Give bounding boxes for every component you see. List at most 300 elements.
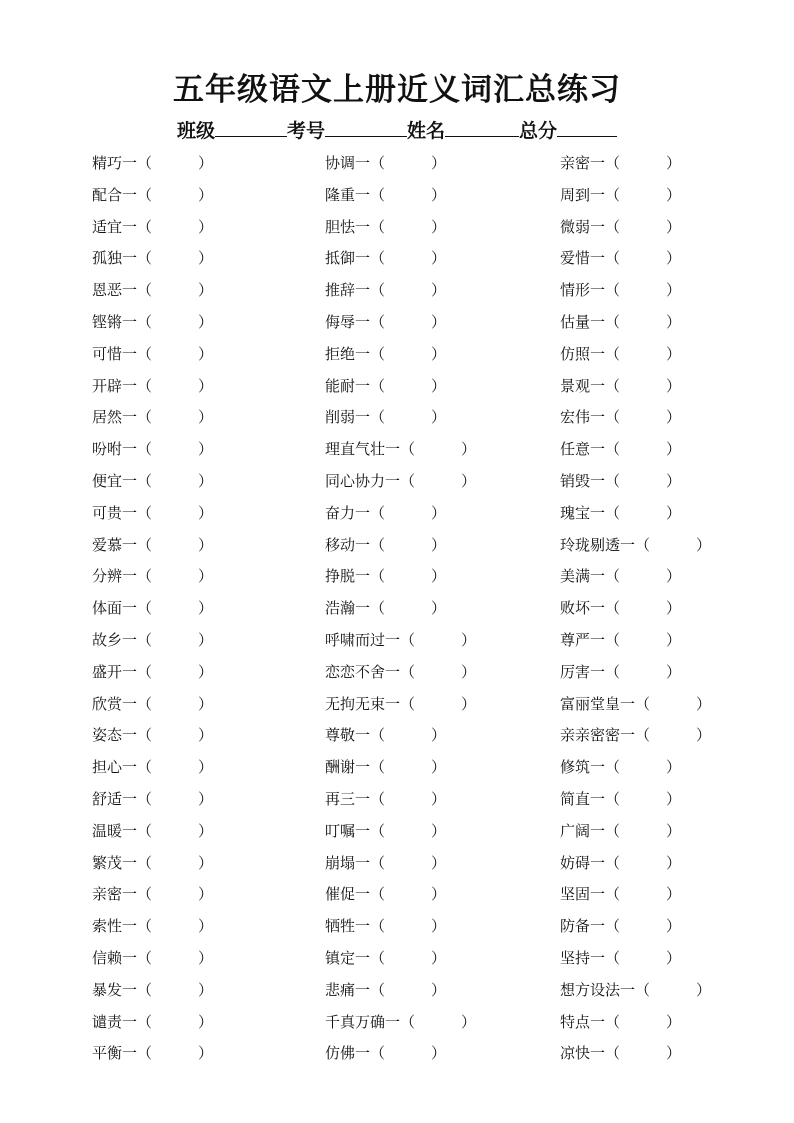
open-paren: （ (137, 471, 153, 490)
class-blank[interactable] (215, 118, 287, 137)
dash: 一 (122, 154, 138, 172)
dash: 一 (355, 567, 371, 586)
close-paren: ） (198, 1012, 214, 1031)
synonym-item (325, 371, 555, 403)
dash: 一 (355, 281, 371, 300)
open-paren: （ (137, 1044, 153, 1063)
word-text: 谴责 (92, 1012, 123, 1031)
close-paren: ） (431, 312, 447, 331)
dash: 一 (355, 917, 371, 936)
open-paren: （ (137, 567, 153, 586)
open-paren: （ (137, 789, 153, 808)
dash: 一 (355, 217, 371, 236)
open-paren: （ (370, 217, 386, 236)
synonym-item (325, 879, 555, 911)
open-paren: （ (605, 281, 621, 300)
synonym-item (560, 720, 790, 752)
word-text: 简直 (560, 789, 591, 808)
open-paren: （ (137, 1012, 153, 1031)
word-text: 适宜 (92, 217, 123, 236)
synonym-item (325, 243, 555, 275)
word-text: 镇定 (325, 948, 356, 967)
word-text: 想方设法 (560, 980, 621, 999)
dash: 一 (122, 726, 138, 745)
synonym-item (560, 625, 790, 657)
close-paren: ） (666, 440, 682, 459)
dash: 一 (590, 249, 606, 268)
open-paren: （ (370, 948, 386, 967)
word-text: 舒适 (92, 789, 123, 808)
open-paren: （ (370, 376, 386, 395)
close-paren: ） (666, 1044, 682, 1063)
word-text: 姿态 (92, 726, 123, 745)
synonym-item (92, 498, 322, 530)
close-paren: ） (431, 567, 447, 586)
open-paren: （ (370, 281, 386, 300)
dash: 一 (385, 440, 401, 459)
open-paren: （ (370, 567, 386, 586)
synonym-item (92, 975, 322, 1007)
synonym-item (560, 307, 790, 339)
dash: 一 (590, 217, 606, 236)
synonym-item (325, 1007, 555, 1039)
word-text: 便宜 (92, 471, 123, 490)
word-text: 坚持 (560, 948, 591, 967)
dash: 一 (355, 154, 371, 172)
close-paren: ） (431, 917, 447, 936)
word-text: 担心 (92, 758, 123, 777)
open-paren: （ (605, 948, 621, 967)
close-paren: ） (198, 154, 214, 172)
word-text: 再三 (325, 789, 356, 808)
open-paren: （ (137, 662, 153, 681)
close-paren: ） (666, 471, 682, 490)
close-paren: ） (198, 789, 214, 808)
dash: 一 (355, 376, 371, 395)
close-paren: ） (666, 821, 682, 840)
synonym-item (325, 657, 555, 689)
dash: 一 (590, 376, 606, 395)
synonym-item (325, 530, 555, 562)
word-text: 分辨 (92, 567, 123, 586)
synonym-item (560, 911, 790, 943)
close-paren: ） (461, 440, 477, 459)
open-paren: （ (605, 853, 621, 872)
open-paren: （ (605, 1044, 621, 1063)
word-text: 仿照 (560, 344, 591, 363)
dash: 一 (355, 185, 371, 204)
open-paren: （ (605, 376, 621, 395)
close-paren: ） (666, 344, 682, 363)
word-text: 广阔 (560, 821, 591, 840)
word-text: 妨碍 (560, 853, 591, 872)
word-text: 亲亲密密 (560, 726, 621, 745)
word-text: 牺牲 (325, 917, 356, 936)
open-paren: （ (370, 312, 386, 331)
open-paren: （ (137, 503, 153, 522)
close-paren: ） (666, 567, 682, 586)
close-paren: ） (666, 789, 682, 808)
word-text: 奋力 (325, 503, 356, 522)
open-paren: （ (400, 630, 416, 649)
word-text: 信赖 (92, 948, 123, 967)
word-text: 浩瀚 (325, 599, 356, 618)
close-paren: ） (198, 630, 214, 649)
dash: 一 (355, 758, 371, 777)
dash: 一 (122, 948, 138, 967)
dash: 一 (590, 185, 606, 204)
synonym-item (92, 689, 322, 721)
open-paren: （ (137, 154, 153, 172)
dash: 一 (355, 408, 371, 427)
open-paren: （ (137, 853, 153, 872)
close-paren: ） (666, 503, 682, 522)
dash: 一 (122, 1044, 138, 1063)
synonym-item (92, 180, 322, 212)
synonym-item (92, 339, 322, 371)
synonym-item (92, 243, 322, 275)
dash: 一 (122, 249, 138, 268)
word-text: 玲珑剔透 (560, 535, 621, 554)
dash: 一 (122, 662, 138, 681)
total-score-label: 总分 (519, 120, 558, 142)
exam-number-label: 考号 (286, 120, 325, 142)
dash: 一 (122, 789, 138, 808)
synonym-item (560, 689, 790, 721)
close-paren: ） (198, 440, 214, 459)
dash: 一 (122, 885, 138, 904)
synonym-item (92, 530, 322, 562)
word-text: 配合 (92, 185, 123, 204)
dash: 一 (355, 853, 371, 872)
dash: 一 (590, 917, 606, 936)
open-paren: （ (605, 917, 621, 936)
word-text: 削弱 (325, 408, 356, 427)
synonym-item (325, 434, 555, 466)
dash: 一 (355, 249, 371, 268)
dash: 一 (122, 471, 138, 490)
open-paren: （ (400, 1012, 416, 1031)
synonym-item (92, 402, 322, 434)
open-paren: （ (137, 599, 153, 618)
synonym-item (325, 339, 555, 371)
dash: 一 (590, 853, 606, 872)
synonym-item (560, 402, 790, 434)
dash: 一 (122, 217, 138, 236)
word-text: 周到 (560, 185, 591, 204)
close-paren: ） (666, 948, 682, 967)
dash: 一 (590, 599, 606, 618)
synonym-item (325, 561, 555, 593)
synonym-item (92, 625, 322, 657)
synonym-item (325, 498, 555, 530)
dash: 一 (122, 630, 138, 649)
word-text: 微弱 (560, 217, 591, 236)
word-text: 精巧 (92, 154, 123, 172)
close-paren: ） (666, 917, 682, 936)
synonym-item (92, 752, 322, 784)
dash: 一 (122, 281, 138, 300)
open-paren: （ (605, 599, 621, 618)
word-text: 索性 (92, 917, 123, 936)
open-paren: （ (605, 185, 621, 204)
synonym-item (560, 275, 790, 307)
word-text: 情形 (560, 281, 591, 300)
close-paren: ） (666, 1012, 682, 1031)
close-paren: ） (198, 376, 214, 395)
open-paren: （ (137, 217, 153, 236)
open-paren: （ (635, 535, 651, 554)
word-text: 隆重 (325, 185, 356, 204)
open-paren: （ (370, 185, 386, 204)
synonym-item (325, 593, 555, 625)
dash: 一 (590, 440, 606, 459)
synonym-item (92, 212, 322, 244)
name-blank[interactable] (445, 118, 519, 137)
word-text: 悲痛 (325, 980, 356, 999)
dash: 一 (385, 662, 401, 681)
open-paren: （ (400, 694, 416, 713)
open-paren: （ (605, 567, 621, 586)
close-paren: ） (198, 1044, 214, 1063)
synonym-item (92, 657, 322, 689)
open-paren: （ (137, 281, 153, 300)
synonym-item (92, 307, 322, 339)
close-paren: ） (461, 630, 477, 649)
close-paren: ） (198, 312, 214, 331)
word-text: 任意 (560, 440, 591, 459)
open-paren: （ (370, 503, 386, 522)
open-paren: （ (137, 185, 153, 204)
close-paren: ） (461, 471, 477, 490)
synonym-item (325, 466, 555, 498)
open-paren: （ (137, 885, 153, 904)
synonym-item (325, 148, 555, 180)
synonym-item (560, 752, 790, 784)
dash: 一 (620, 980, 636, 999)
synonym-item (92, 1038, 322, 1070)
synonym-item (560, 466, 790, 498)
synonym-item (560, 1038, 790, 1070)
word-text: 能耐 (325, 376, 356, 395)
synonym-item (325, 911, 555, 943)
dash: 一 (590, 630, 606, 649)
open-paren: （ (635, 980, 651, 999)
dash: 一 (355, 535, 371, 554)
open-paren: （ (635, 726, 651, 745)
close-paren: ） (198, 758, 214, 777)
open-paren: （ (137, 535, 153, 554)
close-paren: ） (198, 567, 214, 586)
dash: 一 (122, 567, 138, 586)
close-paren: ） (666, 185, 682, 204)
open-paren: （ (137, 249, 153, 268)
close-paren: ） (198, 694, 214, 713)
dash: 一 (355, 503, 371, 522)
synonym-item (325, 689, 555, 721)
open-paren: （ (605, 154, 621, 172)
close-paren: ） (198, 344, 214, 363)
word-text: 催促 (325, 885, 356, 904)
open-paren: （ (605, 249, 621, 268)
close-paren: ） (431, 980, 447, 999)
open-paren: （ (137, 758, 153, 777)
word-text: 防备 (560, 917, 591, 936)
word-text: 尊严 (560, 630, 591, 649)
word-text: 亲密 (92, 885, 123, 904)
synonym-item (92, 943, 322, 975)
open-paren: （ (605, 344, 621, 363)
dash: 一 (122, 408, 138, 427)
open-paren: （ (137, 630, 153, 649)
open-paren: （ (605, 758, 621, 777)
close-paren: ） (198, 185, 214, 204)
page-title: 五年级语文上册近义词汇总练习 (173, 72, 621, 108)
synonym-item (325, 1038, 555, 1070)
synonym-item (325, 402, 555, 434)
word-text: 理直气壮 (325, 440, 386, 459)
synonym-item (560, 593, 790, 625)
open-paren: （ (400, 662, 416, 681)
close-paren: ） (431, 789, 447, 808)
close-paren: ） (198, 853, 214, 872)
word-text: 平衡 (92, 1044, 123, 1063)
dash: 一 (590, 408, 606, 427)
synonym-item (325, 625, 555, 657)
word-text: 体面 (92, 599, 123, 618)
dash: 一 (122, 312, 138, 331)
open-paren: （ (137, 726, 153, 745)
word-text: 估量 (560, 312, 591, 331)
open-paren: （ (137, 312, 153, 331)
word-text: 可贵 (92, 503, 123, 522)
dash: 一 (355, 312, 371, 331)
word-text: 拒绝 (325, 344, 356, 363)
synonym-item (560, 498, 790, 530)
close-paren: ） (198, 408, 214, 427)
word-text: 胆怯 (325, 217, 356, 236)
close-paren: ） (431, 154, 447, 172)
dash: 一 (122, 758, 138, 777)
open-paren: （ (370, 249, 386, 268)
word-text: 协调 (325, 154, 356, 172)
dash: 一 (355, 789, 371, 808)
synonym-item (92, 148, 322, 180)
open-paren: （ (370, 980, 386, 999)
close-paren: ） (666, 853, 682, 872)
synonym-item (92, 848, 322, 880)
total-score-blank[interactable] (557, 118, 617, 137)
word-text: 居然 (92, 408, 123, 427)
dash: 一 (590, 312, 606, 331)
synonym-item (325, 720, 555, 752)
student-info-line (0, 116, 794, 143)
word-text: 移动 (325, 535, 356, 554)
dash: 一 (590, 503, 606, 522)
dash: 一 (590, 471, 606, 490)
close-paren: ） (198, 599, 214, 618)
close-paren: ） (431, 217, 447, 236)
class-label: 班级 (176, 120, 215, 142)
word-text: 推辞 (325, 281, 356, 300)
dash: 一 (355, 948, 371, 967)
close-paren: ） (431, 185, 447, 204)
open-paren: （ (605, 503, 621, 522)
synonym-item (560, 530, 790, 562)
close-paren: ） (696, 726, 712, 745)
close-paren: ） (431, 821, 447, 840)
open-paren: （ (370, 535, 386, 554)
synonym-item (92, 371, 322, 403)
word-text: 呼啸而过 (325, 630, 386, 649)
word-text: 繁茂 (92, 853, 123, 872)
open-paren: （ (370, 599, 386, 618)
close-paren: ） (431, 885, 447, 904)
dash: 一 (122, 535, 138, 554)
synonym-item (92, 434, 322, 466)
open-paren: （ (605, 885, 621, 904)
close-paren: ） (431, 344, 447, 363)
word-text: 孤独 (92, 249, 123, 268)
open-paren: （ (370, 154, 386, 172)
synonym-item (325, 975, 555, 1007)
close-paren: ） (431, 408, 447, 427)
close-paren: ） (461, 1012, 477, 1031)
open-paren: （ (370, 408, 386, 427)
exam-number-blank[interactable] (325, 118, 407, 137)
word-text: 亲密 (560, 154, 591, 172)
close-paren: ） (666, 599, 682, 618)
close-paren: ） (696, 535, 712, 554)
dash: 一 (385, 694, 401, 713)
synonym-item (560, 657, 790, 689)
word-text: 暴发 (92, 980, 123, 999)
open-paren: （ (370, 758, 386, 777)
word-text: 美满 (560, 567, 591, 586)
synonym-item (560, 371, 790, 403)
dash: 一 (590, 1044, 606, 1063)
close-paren: ） (696, 694, 712, 713)
close-paren: ） (198, 980, 214, 999)
close-paren: ） (666, 662, 682, 681)
close-paren: ） (666, 312, 682, 331)
dash: 一 (590, 789, 606, 808)
close-paren: ） (198, 885, 214, 904)
dash: 一 (590, 821, 606, 840)
close-paren: ） (666, 630, 682, 649)
open-paren: （ (370, 853, 386, 872)
open-paren: （ (605, 821, 621, 840)
close-paren: ） (431, 599, 447, 618)
dash: 一 (355, 599, 371, 618)
close-paren: ） (666, 758, 682, 777)
close-paren: ） (666, 376, 682, 395)
dash: 一 (590, 948, 606, 967)
word-text: 可惜 (92, 344, 123, 363)
synonym-column-2 (325, 148, 555, 1070)
open-paren: （ (370, 917, 386, 936)
dash: 一 (590, 885, 606, 904)
dash: 一 (122, 440, 138, 459)
close-paren: ） (431, 948, 447, 967)
dash: 一 (385, 1012, 401, 1031)
dash: 一 (590, 154, 606, 172)
dash: 一 (385, 471, 401, 490)
word-text: 瑰宝 (560, 503, 591, 522)
word-text: 富丽堂皇 (560, 694, 621, 713)
close-paren: ） (666, 885, 682, 904)
open-paren: （ (605, 789, 621, 808)
